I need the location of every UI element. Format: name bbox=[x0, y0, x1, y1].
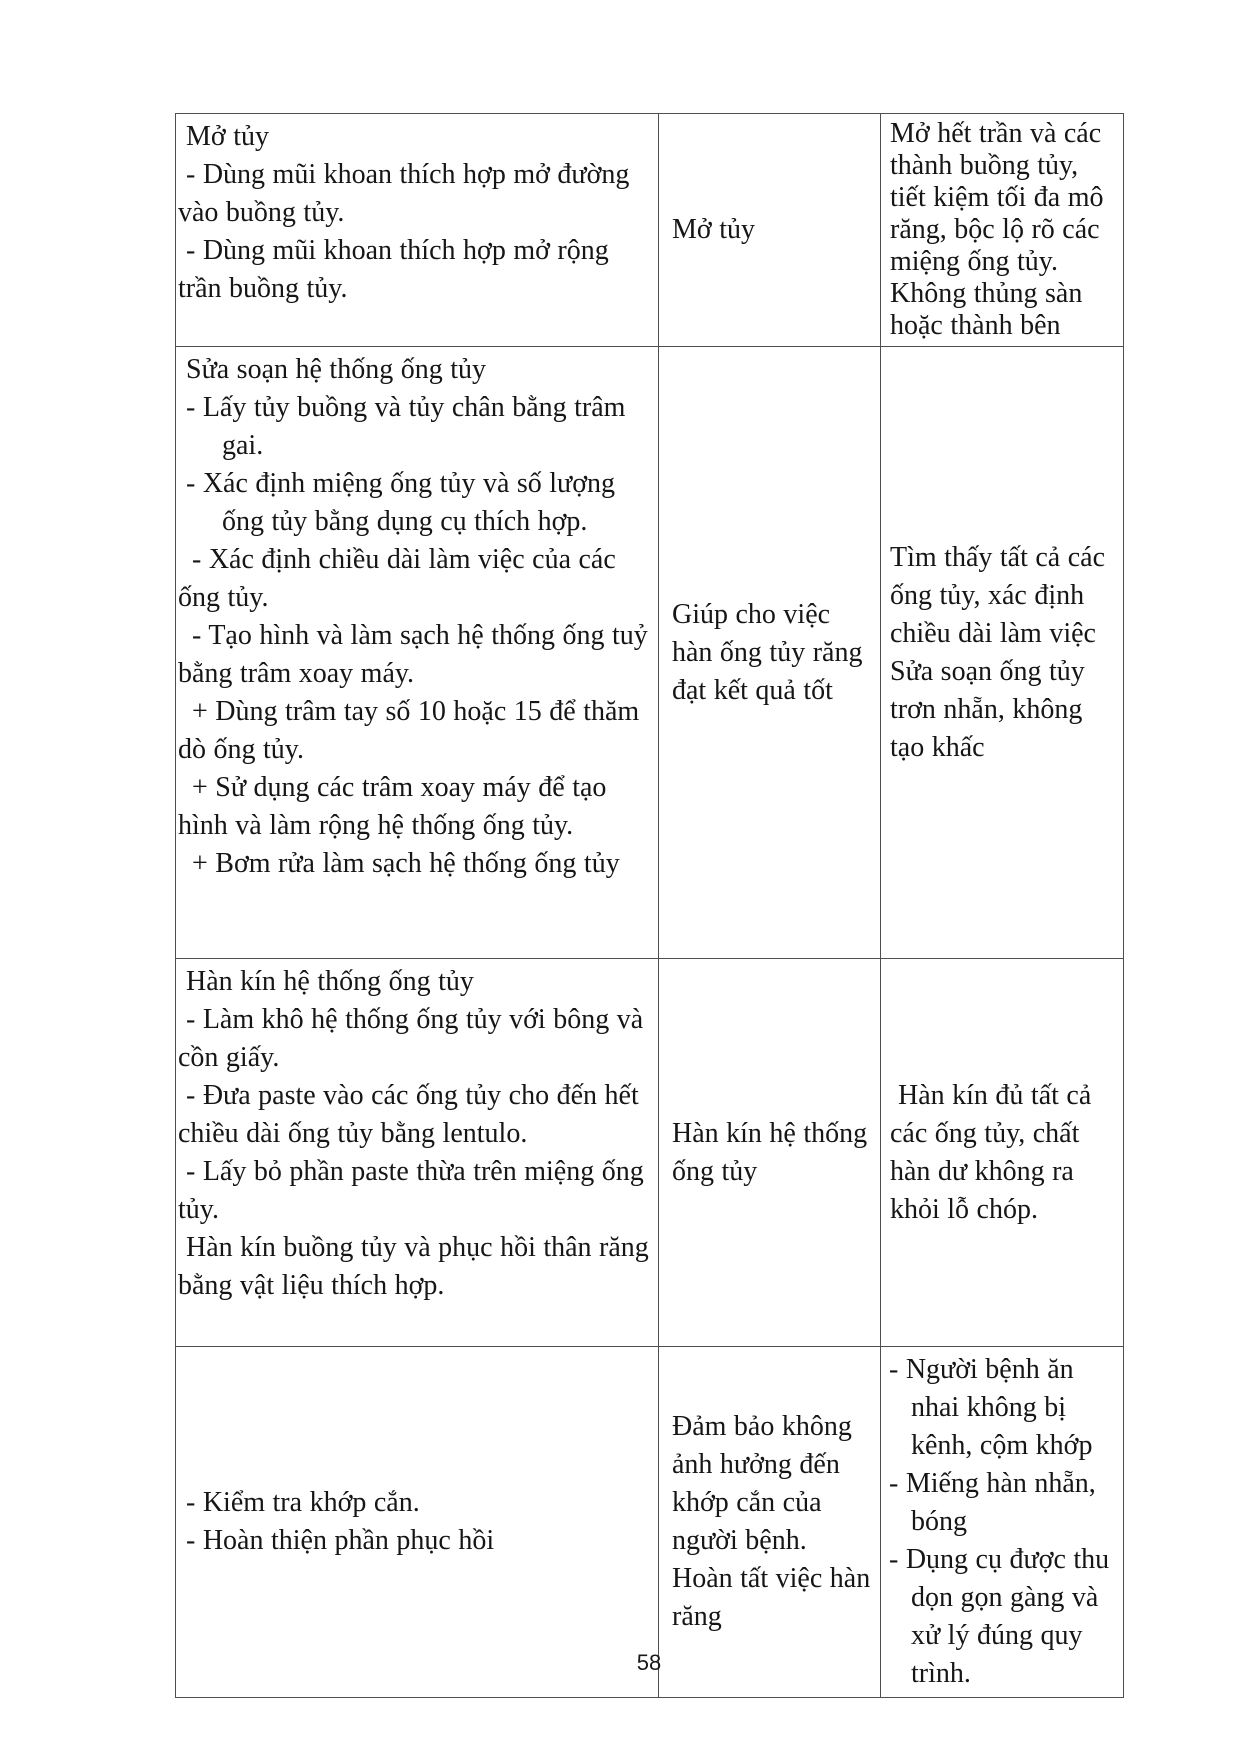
step-name-text: Giúp cho việc hàn ống tủy răng đạt kết quả tốt bbox=[672, 598, 863, 706]
step-text: - Tạo hình và làm sạch hệ thống ống tuỷ bằng trâm xoay máy. bbox=[178, 620, 648, 689]
steps-cell bbox=[176, 1347, 659, 1698]
step-name-cell bbox=[659, 114, 881, 347]
steps-cell bbox=[176, 347, 659, 959]
criteria-text: Sửa soạn ống tủy trơn nhẵn, không tạo khấc bbox=[890, 655, 1085, 763]
step-name-cell bbox=[659, 959, 881, 1347]
criteria-cell bbox=[881, 347, 1124, 959]
step-name-text: Hoàn tất việc hàn răng bbox=[672, 1563, 871, 1632]
step-text: - Làm khô hệ thống ống tủy với bông và cồn giấy. bbox=[178, 1004, 644, 1073]
step-text: - Đưa paste vào các ống tủy cho đến hết chiều dài ống tủy bằng lentulo. bbox=[178, 1080, 639, 1149]
step-text: - Lấy bỏ phần paste thừa trên miệng ống tủy. bbox=[178, 1156, 644, 1225]
step-text: - Dùng mũi khoan thích hợp mở đường vào buồng tủy. bbox=[178, 159, 630, 228]
step-text: - Kiểm tra khớp cắn. bbox=[186, 1487, 420, 1518]
step-text: - Hoàn thiện phần phục hồi bbox=[186, 1525, 495, 1556]
step-name-text: Hàn kín hệ thống ống tủy bbox=[672, 1117, 868, 1187]
step-text: Hàn kín buồng tủy và phục hồi thân răng bằng vật liệu thích hợp. bbox=[178, 1232, 649, 1301]
table-row bbox=[176, 1347, 1124, 1698]
table-row bbox=[176, 959, 1124, 1347]
step-text: + Dùng trâm tay số 10 hoặc 15 để thăm dò ống tủy. bbox=[178, 696, 640, 765]
step-text: - Lấy tủy buồng và tủy chân bằng trâm gai. bbox=[186, 392, 626, 461]
step-text: Hàn kín hệ thống ống tủy bbox=[186, 966, 474, 997]
step-text: - Dùng mũi khoan thích hợp mở rộng trần buồng tủy. bbox=[178, 235, 609, 304]
step-text: Sửa soạn hệ thống ống tủy bbox=[186, 354, 486, 385]
page-number: 58 bbox=[636, 1650, 662, 1675]
criteria-cell bbox=[881, 959, 1124, 1347]
criteria-text: Hàn kín đủ tất cả các ống tủy, chất hàn dư không ra khỏi lỗ chóp. bbox=[890, 1079, 1092, 1225]
step-name-text: Mở tủy bbox=[672, 214, 755, 245]
step-name-cell bbox=[659, 347, 881, 959]
criteria-text: Mở hết trần và các thành buồng tủy, tiết kiệm tối đa mô răng, bộc lộ rõ các miệng ống tủy. bbox=[890, 118, 1104, 277]
step-text: - Xác định chiều dài làm việc của các ống tủy. bbox=[178, 544, 616, 613]
steps-cell bbox=[176, 114, 659, 347]
criteria-cell bbox=[881, 1347, 1124, 1698]
criteria-text: Không thủng sàn hoặc thành bên bbox=[890, 278, 1083, 341]
step-text: + Bơm rửa làm sạch hệ thống ống tủy bbox=[192, 848, 620, 879]
steps-cell bbox=[176, 959, 659, 1347]
procedure-table bbox=[175, 113, 1124, 1698]
step-name-cell bbox=[659, 1347, 881, 1698]
step-text: + Sử dụng các trâm xoay máy để tạo hình và làm rộng hệ thống ống tủy. bbox=[178, 772, 607, 841]
table-row bbox=[176, 347, 1124, 959]
step-text: Mở tủy bbox=[186, 121, 269, 152]
criteria-text: Tìm thấy tất cả các ống tủy, xác định chiều dài làm việc bbox=[890, 541, 1105, 649]
criteria-text: - Dụng cụ được thu dọn gọn gàng và xử lý đúng quy trình. bbox=[889, 1544, 1110, 1689]
step-text: - Xác định miệng ống tủy và số lượng ống tủy bằng dụng cụ thích hợp. bbox=[186, 468, 616, 537]
criteria-text: - Miếng hàn nhẵn, bóng bbox=[889, 1468, 1096, 1537]
step-name-text: Đảm bảo không ảnh hưởng đến khớp cắn của người bệnh. bbox=[672, 1411, 852, 1556]
table-row bbox=[176, 114, 1124, 347]
criteria-text: - Người bệnh ăn nhai không bị kênh, cộm khớp bbox=[889, 1354, 1093, 1461]
criteria-cell bbox=[881, 114, 1124, 347]
